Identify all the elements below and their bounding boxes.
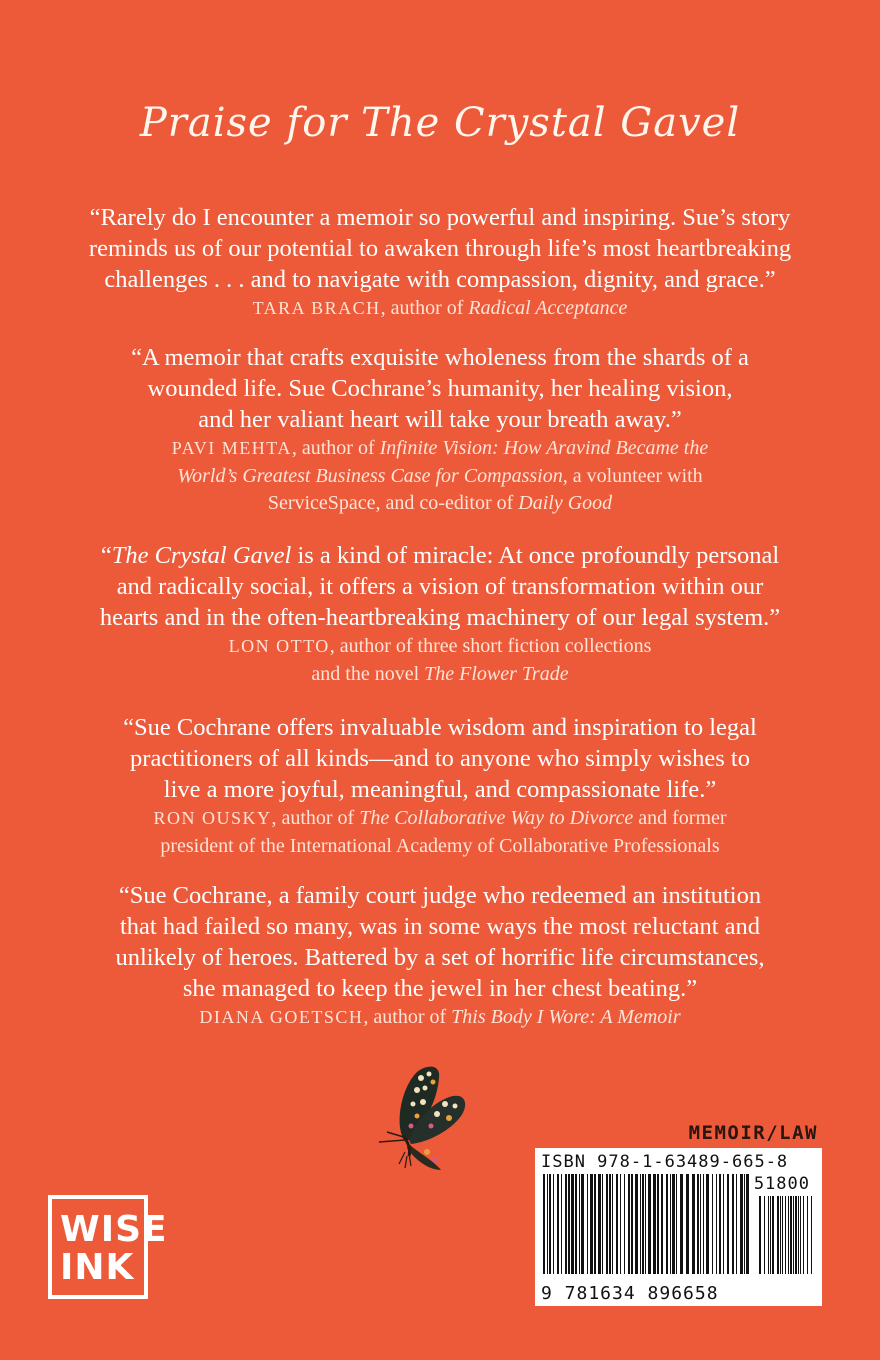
barcode-bar [777,1196,779,1274]
barcode-bar [764,1196,765,1274]
barcode-bar [736,1174,737,1274]
barcode-bar [740,1174,743,1274]
barcode-bar [571,1174,574,1274]
barcode-bar [602,1174,603,1274]
butterfly-icon [365,1060,475,1175]
barcode-bar [568,1174,570,1274]
barcode-bar [543,1174,545,1274]
barcode-bar [712,1174,713,1274]
barcode-bar [800,1196,801,1274]
barcode-bar [782,1196,783,1274]
barcode-bar [575,1174,577,1274]
attribution: DIANA GOETSCH, author of This Body I Wore: A Memoir [199,1006,681,1028]
barcode-bar [609,1174,611,1274]
barcode-bar [785,1196,786,1274]
barcode-bar [680,1174,683,1274]
barcode-bar [795,1196,797,1274]
author-name: TARA BRACH [252,298,381,318]
barcode-bar [768,1196,769,1274]
barcode-bar [727,1174,729,1274]
barcode-bar [723,1174,724,1274]
barcode-bar [672,1174,675,1274]
barcode-bar [770,1196,771,1274]
barcode-bar [557,1174,559,1274]
barcode-bar [635,1174,638,1274]
barcode-bar [612,1174,613,1274]
barcode-bar [648,1174,651,1274]
barcode-bar [780,1196,781,1274]
praise-block-5 [60,880,820,1032]
barcode-bar [624,1174,625,1274]
barcode-bar [807,1196,808,1274]
attribution: RON OUSKY, author of The Collaborative Way to Divorce and former president of the International Academy of Collaborative Professionals [153,807,727,857]
author-name: LON OTTO [228,636,330,656]
barcode-bar [686,1174,689,1274]
barcode-bar [692,1174,695,1274]
barcode-bar [581,1174,584,1274]
praise-block-2 [60,342,820,518]
publisher-logo: WISE INK [48,1195,148,1299]
barcode-bar [700,1174,701,1274]
barcode-bar [811,1196,812,1274]
barcode-bar [631,1174,633,1274]
barcode-bar [565,1174,567,1274]
barcode-bar [661,1174,663,1274]
barcode-bar [676,1174,677,1274]
barcode-bar [645,1174,646,1274]
barcode-bar [706,1174,709,1274]
praise-block-3 [60,540,820,688]
quote-text: “The Crystal Gavel is a kind of miracle: At once profoundly personal and radically social, it offers a vision of transformation within our hearts and in the often-heartbreaking machinery of our legal system.” [99,542,781,631]
barcode-bar [793,1196,794,1274]
barcode-bar [746,1174,749,1274]
barcode-bar [798,1196,799,1274]
barcode-bar [620,1174,621,1274]
barcode-digits: 9 781634 896658 [541,1283,719,1304]
barcode-bar [803,1196,804,1274]
isbn-label: ISBN 978-1-63489-665-8 [541,1152,789,1172]
price-code: 51800 [753,1174,810,1194]
barcode-bar [547,1174,548,1274]
barcode-bar [719,1174,721,1274]
praise-block-1 [60,202,820,323]
praise-title: Praise for The Crystal Gavel [139,100,741,146]
attribution: TARA BRACH, author of Radical Acceptance [252,297,628,319]
barcode-bar [628,1174,630,1274]
category-label: MEMOIR/LAW [688,1122,818,1144]
barcode-bar [670,1174,671,1274]
barcode-bar [606,1174,608,1274]
praise-block-4 [60,712,820,860]
barcode-bar [653,1174,656,1274]
author-name: PAVI MEHTA [171,438,292,458]
barcode-bar [594,1174,596,1274]
barcode-bar [553,1174,554,1274]
barcode-bar [642,1174,644,1274]
barcode-bar [703,1174,704,1274]
barcode-bar [759,1196,761,1274]
barcode-bar [657,1174,659,1274]
barcode [535,1148,822,1306]
barcode-bar [598,1174,601,1274]
author-name: RON OUSKY [153,808,272,828]
barcode-bar [616,1174,618,1274]
quote-text: “Sue Cochrane, a family court judge who redeemed an institution that had failed so many, was in some ways the most reluctant and unlikely of heroes. Battered by a set of horrific life circumstances, she managed to keep the jewel in her chest beating.” [115,882,765,1002]
attribution: PAVI MEHTA, author of Infinite Vision: How Aravind Became the World’s Greatest Business Case for Compassion, a volunteer with ServiceSpace, and co-editor of Daily Good [171,437,709,514]
barcode-bar [716,1174,717,1274]
barcode-bar [697,1174,699,1274]
barcode-bar [788,1196,789,1274]
barcode-bar [561,1174,562,1274]
barcode-bar [587,1174,588,1274]
barcode-bar [790,1196,792,1274]
quote-text: “A memoir that crafts exquisite wholeness from the shards of a wounded life. Sue Cochrane’s humanity, her healing vision, and her valiant heart will take your breath away.” [131,344,749,433]
quote-text: “Rarely do I encounter a memoir so powerful and inspiring. Sue’s story reminds us of our potential to awaken through life’s most heartbreaking challenges . . . and to navigate with compassion, dignity, and grace.” [88,204,792,293]
barcode-bar [744,1174,745,1274]
attribution: LON OTTO, author of three short fiction collections and the novel The Flower Trade [228,635,652,685]
barcode-bar [640,1174,641,1274]
barcode-bars [541,1172,816,1280]
author-name: DIANA GOETSCH [199,1007,364,1027]
barcode-bar [590,1174,593,1274]
barcode-bar [666,1174,668,1274]
barcode-bar [732,1174,734,1274]
quote-text: “Sue Cochrane offers invaluable wisdom and inspiration to legal practitioners of all kinds—and to anyone who simply wishes to live a more joyful, meaningful, and compassionate life.” [123,714,757,803]
barcode-bar [772,1196,774,1274]
barcode-bar [549,1174,551,1274]
barcode-bar [579,1174,580,1274]
